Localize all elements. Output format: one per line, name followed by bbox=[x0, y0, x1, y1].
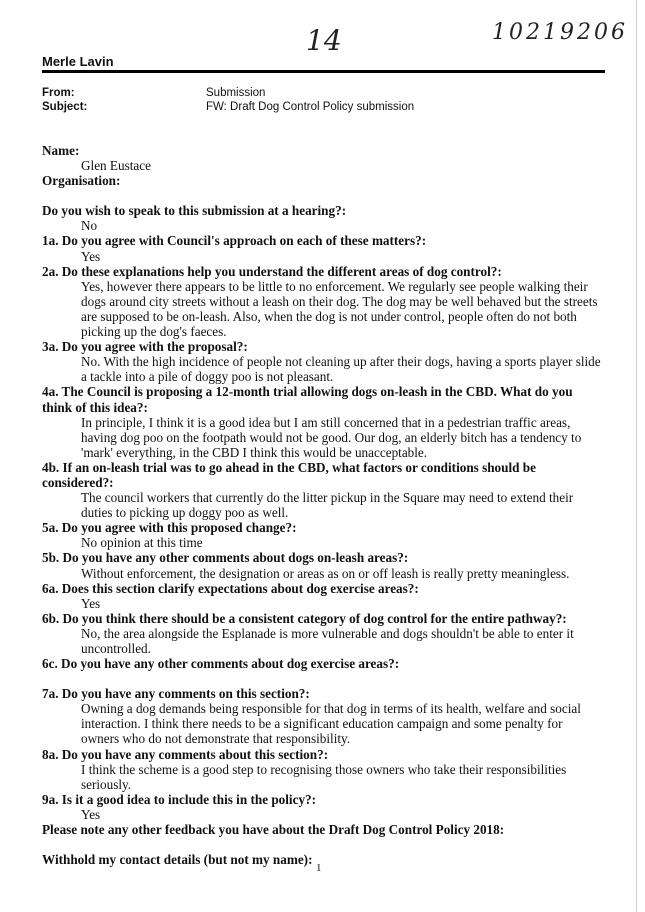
page-edge bbox=[636, 0, 637, 912]
handwritten-record-id: 10219206 bbox=[492, 20, 628, 45]
question-4b: 4b. If an on-leash trial was to go ahead in the CBD, what factors or conditions should be considered?: bbox=[42, 459, 536, 490]
question-6b: 6b. Do you think there should be a consistent category of dog control for the entire pathway?: bbox=[42, 610, 567, 626]
question-5b: 5b. Do you have any other comments about dogs on-leash areas?: bbox=[42, 550, 409, 566]
from-label: From: bbox=[42, 87, 75, 99]
question-5a: 5a. Do you agree with this proposed change?: bbox=[42, 520, 297, 536]
subject-value: FW: Draft Dog Control Policy submission bbox=[206, 101, 415, 113]
question-7a: 7a. Do you have any comments on this section?: bbox=[42, 686, 310, 702]
answer-2a: Yes, however there appears to be little to no enforcement. We regularly see people walking their dogs around city streets without a leash on their dog. The dog may be well behaved but the streets are supposed to be on-leash. Also, when the dog is not under control, people often do not both picking up the dog's faeces. bbox=[81, 278, 598, 340]
question-9a: 9a. Is it a good idea to include this in the policy?: bbox=[42, 791, 317, 807]
header-rule bbox=[42, 70, 605, 73]
answer-3a: No. With the high incidence of people not cleaning up after their dogs, having a sports player slide a tackle into a pile of doggy poo is not pleasant. bbox=[81, 354, 601, 385]
question-1a: 1a. Do you agree with Council's approach on each of these matters?: bbox=[42, 233, 427, 249]
answer-hearing: No bbox=[81, 218, 98, 234]
answer-5a: No opinion at this time bbox=[81, 535, 203, 551]
name-label: Name: bbox=[42, 143, 80, 158]
answer-6b: No, the area alongside the Esplanade is more vulnerable and dogs shouldn't be able to enter it uncontrolled. bbox=[81, 625, 574, 656]
question-6c: 6c. Do you have any other comments about dog exercise areas?: bbox=[42, 656, 400, 672]
organisation-label: Organisation: bbox=[42, 173, 121, 189]
question-hearing: Do you wish to speak to this submission at a hearing?: bbox=[42, 203, 347, 219]
answer-1a: Yes bbox=[81, 248, 101, 264]
question-6a: 6a. Does this section clarify expectations about dog exercise areas?: bbox=[42, 580, 419, 596]
page-number: 1 bbox=[316, 862, 322, 874]
question-8a: 8a. Do you have any comments about this section?: bbox=[42, 746, 329, 762]
answer-6a: Yes bbox=[81, 595, 101, 611]
answer-4b: The council workers that currently do the litter pickup in the Square may need to extend their duties to picking up doggy poo as well. bbox=[81, 490, 574, 521]
handwritten-page-marker: 14 bbox=[306, 24, 342, 57]
spacer bbox=[42, 671, 602, 686]
submission-body bbox=[42, 143, 602, 867]
question-2a: 2a. Do these explanations help you understand the different areas of dog control?: bbox=[42, 263, 502, 279]
answer-7a: Owning a dog demands being responsible for that dog in terms of its health, welfare and social interaction. I think there needs to be a significant education campaign and some penalty for owners who do not demonstrate that responsibility. bbox=[81, 701, 581, 747]
name-value: Glen Eustace bbox=[81, 158, 151, 174]
answer-4a: In principle, I think it is a good idea but I am still concerned that in a pedestrian traffic areas, having dog poo on the footpath would not be good. Our dog, an elderly bitch has a tendency to 'mark' everything, in the CBD I think this would be unacceptable. bbox=[81, 414, 582, 460]
question-3a: 3a. Do you agree with the proposal?: bbox=[42, 339, 248, 355]
question-4a: 4a. The Council is proposing a 12-month trial allowing dogs on-leash in the CBD. What do you think of this idea?: bbox=[42, 384, 573, 415]
subject-label: Subject: bbox=[42, 101, 88, 113]
answer-8a: I think the scheme is a good step to recognising those owners who take their responsibilities seriously. bbox=[81, 761, 567, 792]
spacer bbox=[42, 837, 602, 852]
spacer bbox=[42, 188, 602, 203]
answer-9a: Yes bbox=[81, 806, 101, 822]
feedback-prompt: Please note any other feedback you have about the Draft Dog Control Policy 2018: bbox=[42, 822, 505, 838]
answer-5b: Without enforcement, the designation or areas as on or off leash is really pretty meaningless. bbox=[81, 565, 570, 581]
withhold-prompt: Withhold my contact details (but not my name): bbox=[42, 852, 313, 868]
from-value: Submission bbox=[206, 87, 266, 99]
sender-name: Merle Lavin bbox=[42, 54, 114, 69]
